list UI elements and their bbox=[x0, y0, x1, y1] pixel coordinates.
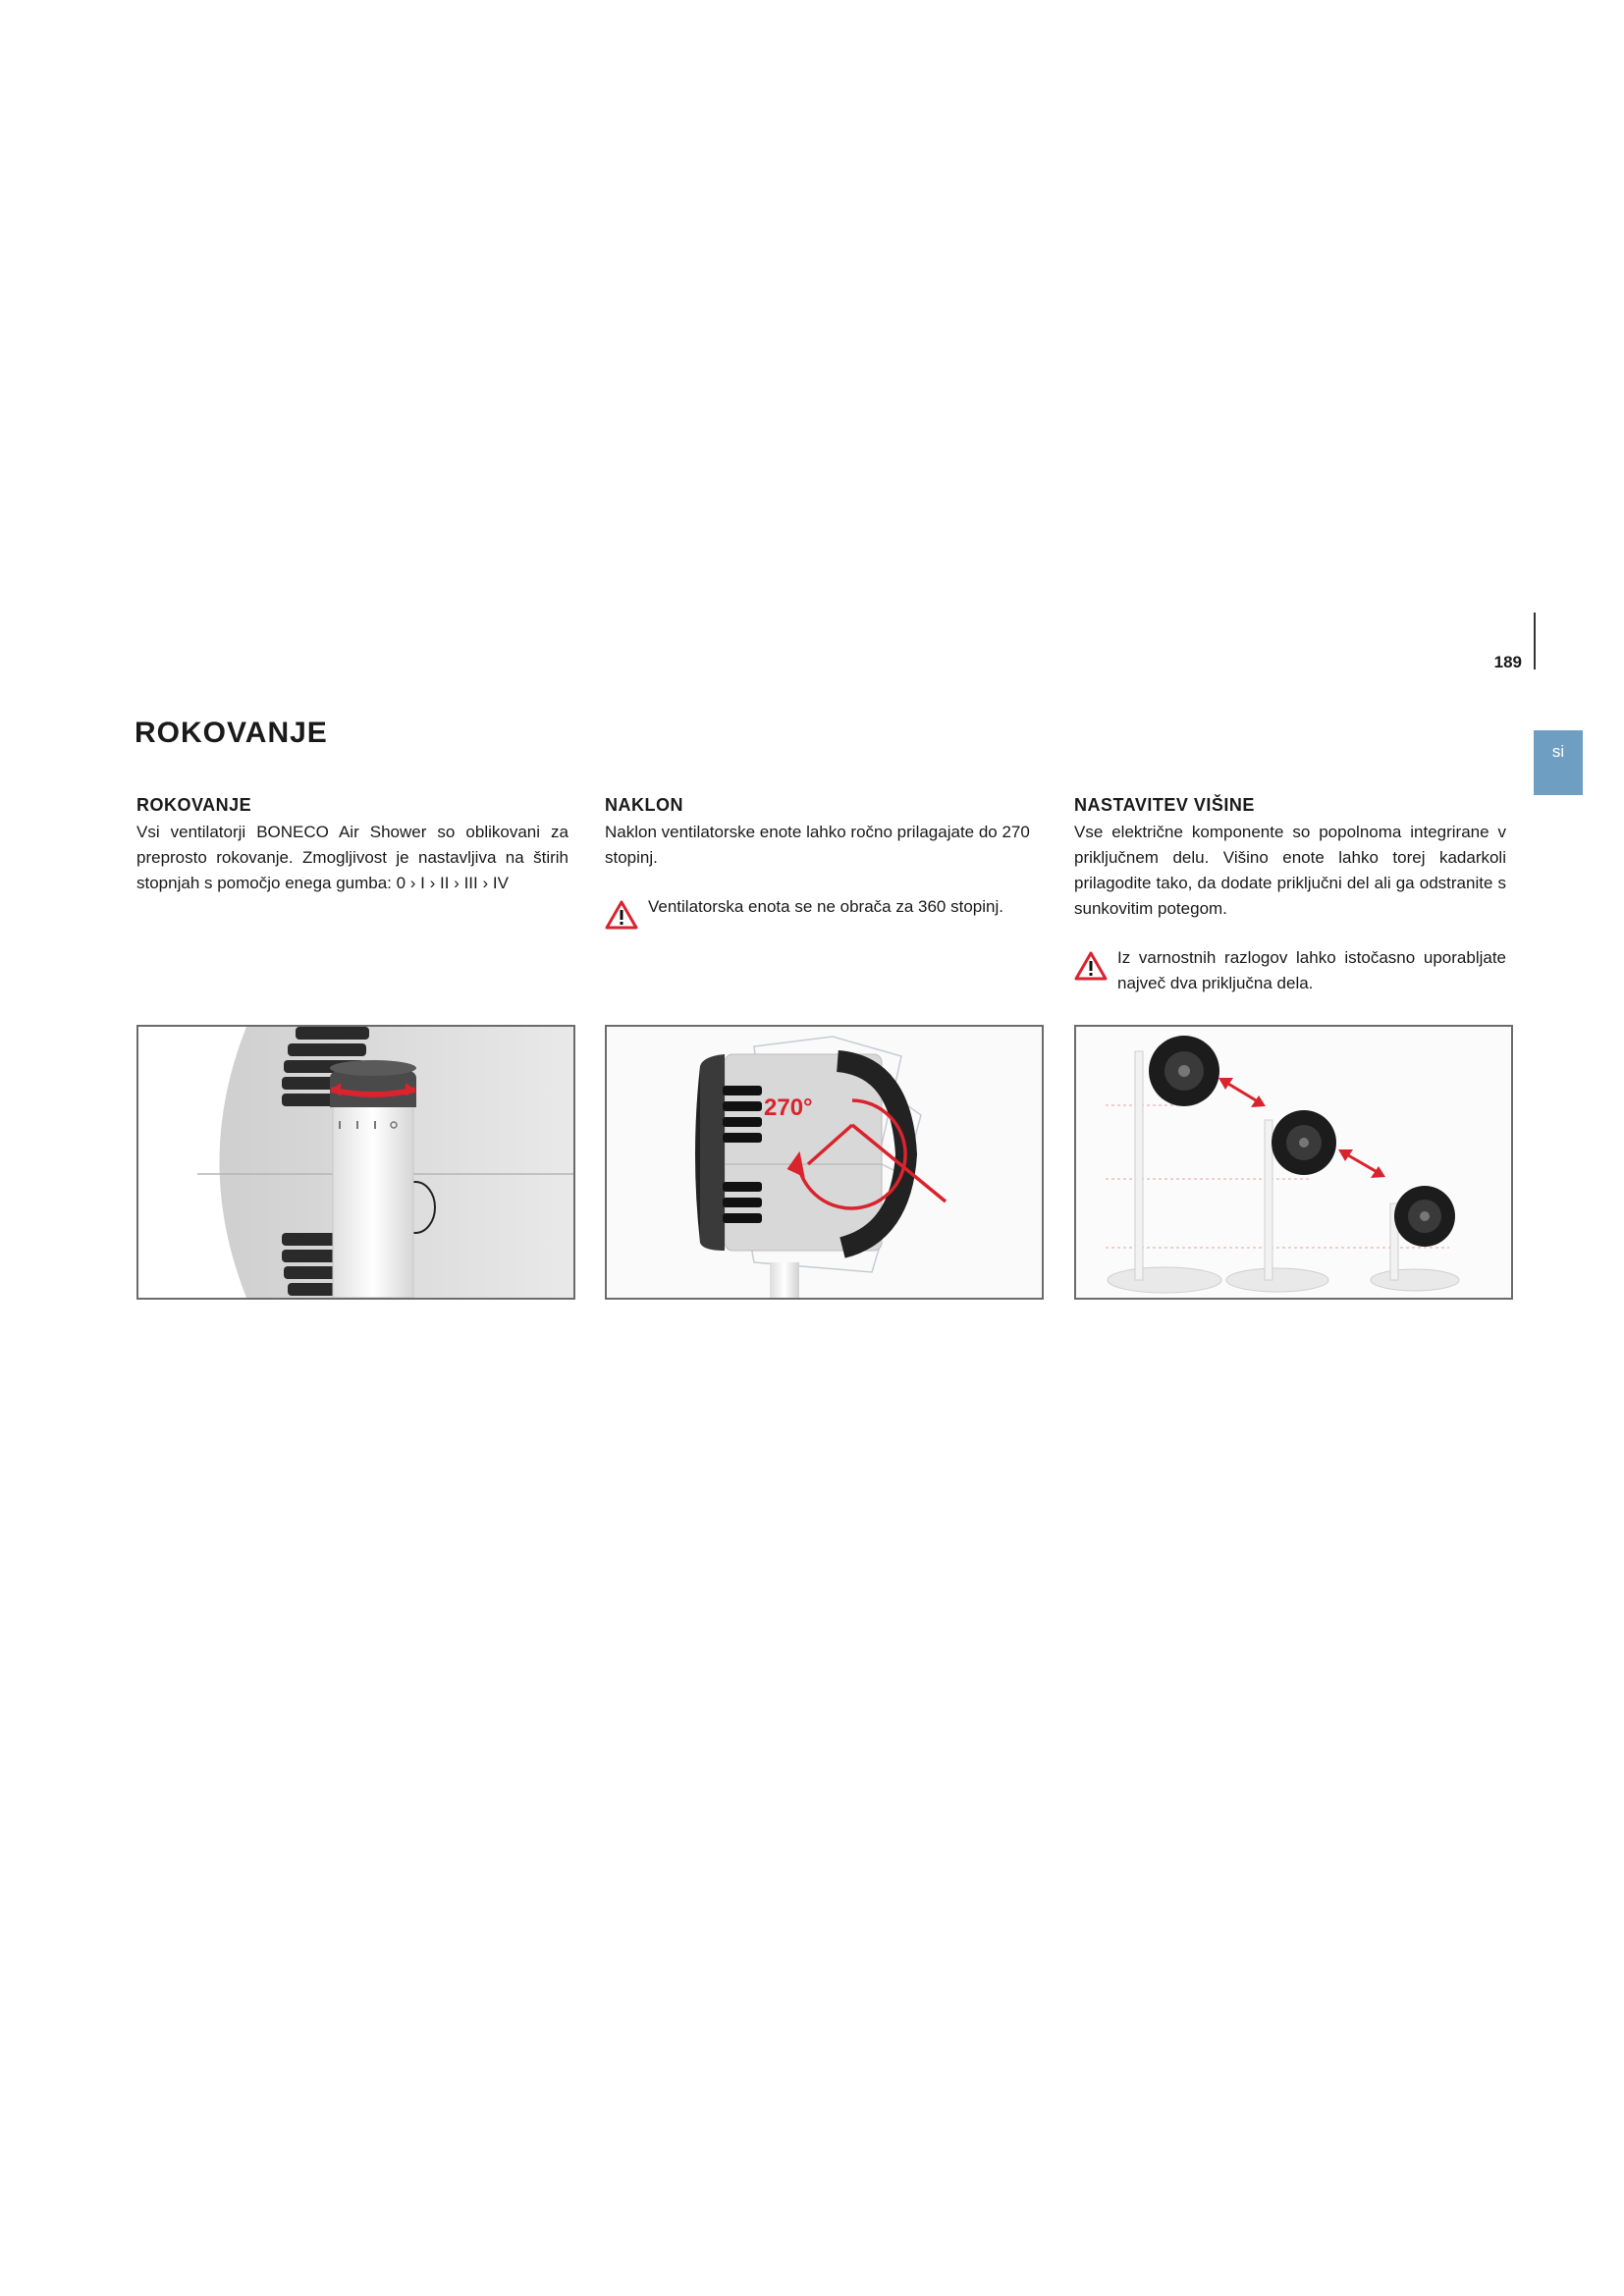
column-naklon bbox=[605, 795, 1043, 920]
warning-nastavitev-visine bbox=[1074, 945, 1506, 996]
language-tab: si bbox=[1534, 730, 1583, 795]
section-text-nastavitev-visine: Vse električne komponente so popolnoma integrirane v priključnem delu. Višino enote lahko torej kadarkoli prilagodite tako, da dodate priključni del ali ga odstranite s sunkovitim potegom. bbox=[1074, 823, 1506, 918]
height-adjustment-illustration bbox=[1076, 1027, 1511, 1298]
warning-naklon bbox=[605, 894, 1043, 920]
section-heading-nastavitev-visine: NASTAVITEV VIŠINE bbox=[1074, 795, 1255, 815]
warning-icon bbox=[605, 900, 638, 930]
column-nastavitev-visine bbox=[1074, 795, 1506, 996]
figure-control-knob bbox=[136, 1025, 575, 1300]
warning-icon bbox=[1074, 951, 1108, 981]
page-rule bbox=[1534, 613, 1536, 669]
page-title: ROKOVANJE bbox=[135, 717, 328, 749]
section-text-rokovanje: Vsi ventilatorji BONECO Air Shower so oblikovani za preprosto rokovanje. Zmogljivost je nastavljiva na štirih stopnjah s pomočjo enega gumba: 0 › I › II › III › IV bbox=[136, 823, 568, 892]
control-knob-illustration bbox=[138, 1027, 573, 1298]
warning-text-nastavitev-visine: Iz varnostnih razlogov lahko istočasno uporabljate največ dva priključna dela. bbox=[1117, 948, 1506, 992]
section-heading-naklon: NAKLON bbox=[605, 795, 683, 815]
page-number: 189 bbox=[1493, 653, 1522, 671]
tilt-illustration bbox=[607, 1027, 1042, 1298]
figure-height-adjustment bbox=[1074, 1025, 1513, 1300]
warning-text-naklon: Ventilatorska enota se ne obrača za 360 stopinj. bbox=[648, 897, 1003, 916]
section-heading-rokovanje: ROKOVANJE bbox=[136, 795, 252, 815]
tilt-angle-label: 270° bbox=[764, 1095, 813, 1121]
figure-tilt bbox=[605, 1025, 1044, 1300]
section-text-naklon: Naklon ventilatorske enote lahko ročno prilagajate do 270 stopinj. bbox=[605, 823, 1030, 867]
column-rokovanje bbox=[136, 795, 568, 896]
